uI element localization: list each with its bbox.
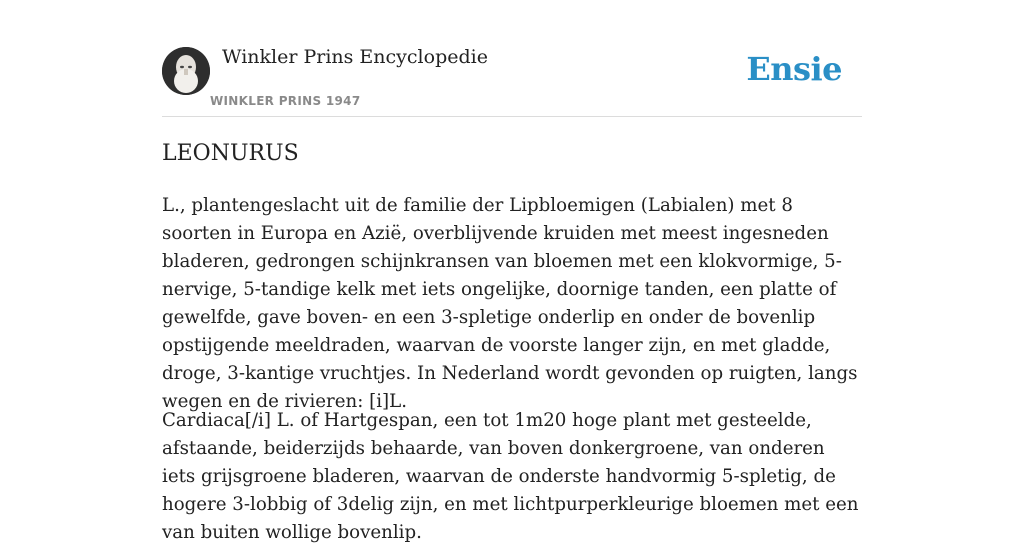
portrait-icon <box>162 47 210 95</box>
article-paragraph-1: L., plantengeslacht uit de familie der Lipbloemigen (Labialen) met 8 soorten in Europa en Azië, overblijvende kruiden met meest ingesneden bladeren, gedrongen schijnkransen van bloemen met een klokvormige, 5-nervige, 5-tandige kelk met iets ongelijke, doornige tanden, een platte of gewelfde, gave boven- en een 3-spletige onderlip en onder de bovenlip opstijgende meeldraden, waarvan de voorste langer zijn, en met gladde, droge, 3-kantige vruchtjes. In Nederland wordt gevonden op ruigten, langs wegen en de rivieren: [i]L. <box>162 195 858 412</box>
article-headword: LEONURUS <box>162 141 299 166</box>
source-subtitle[interactable]: WINKLER PRINS 1947 <box>210 94 361 108</box>
ensie-logo[interactable]: Ensie <box>746 50 842 88</box>
source-title[interactable]: Winkler Prins Encyclopedie <box>222 46 488 68</box>
source-avatar[interactable] <box>162 47 210 95</box>
source-header <box>162 0 862 117</box>
page-content <box>162 0 862 543</box>
article-paragraph-2: Cardiaca[/i] L. of Hartgespan, een tot 1m20 hoge plant met gesteelde, afstaande, beiderzijds behaarde, van boven donkergroene, van onderen iets grijsgroene bladeren, waarvan de onderste handvormig 5-spletig, de hogere 3-lobbig of 3delig zijn, en met lichtpurperkleurige bloemen met een van buiten wollige bovenlip. <box>162 410 859 543</box>
